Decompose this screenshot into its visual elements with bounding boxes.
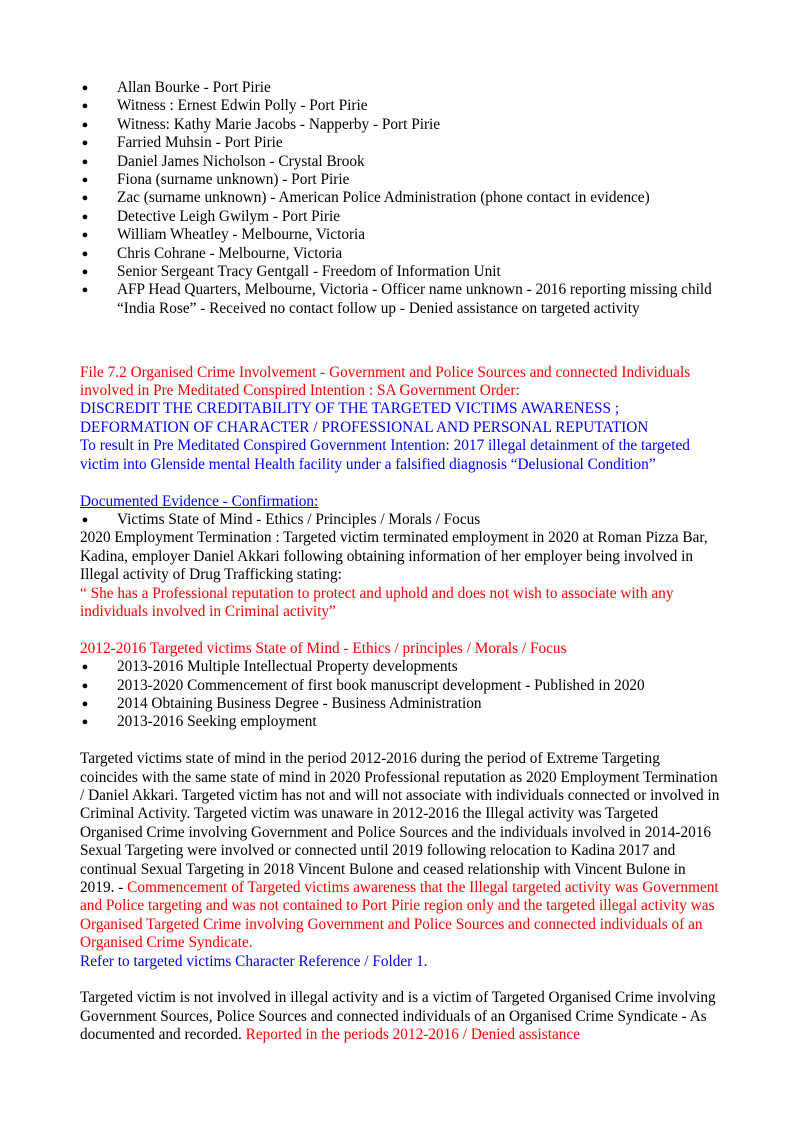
list-item: ● 2013-2016 Seeking employment <box>81 713 317 731</box>
bullet-icon: ● <box>81 82 89 94</box>
bullet-icon: ● <box>81 100 89 113</box>
state-of-mind-list <box>80 658 720 732</box>
bullet-icon: ● <box>81 697 89 710</box>
bullet-icon: ● <box>81 513 89 526</box>
body-paragraph: Targeted victim is not involved in illegal activity and is a victim of Targeted Organised Crime involving Government Sources, Police Sources and connected individuals of an Organised Crime Syndicate - As documented and recorded. Reported in the periods 2012-2016 / Denied assistance <box>80 989 716 1044</box>
list-item: ● 2014 Obtaining Business Degree - Business Administration <box>81 694 482 712</box>
bullet-icon: ● <box>81 174 89 187</box>
list-item: ● Detective Leigh Gwilym - Port Pirie <box>81 207 341 225</box>
list-item: ● William Wheatley - Melbourne, Victoria <box>81 226 366 244</box>
bullet-icon: ● <box>81 118 89 131</box>
evidence-list <box>80 511 720 529</box>
list-item: ● Witness : Ernest Edwin Polly - Port Pirie <box>81 97 368 115</box>
list-item: ● 2013-2016 Multiple Intellectual Property developments <box>81 658 458 676</box>
section-heading-caps: DISCREDIT THE CREDITABILITY OF THE TARGETED VICTIMS AWARENESS ; DEFORMATION OF CHARACTER / PROFESSIONAL AND PERSONAL REPUTATION <box>80 400 649 436</box>
list-item: ● Zac (surname unknown) - American Police Administration (phone contact in evidence) <box>81 189 650 207</box>
bullet-icon: ● <box>81 137 89 150</box>
bullet-icon: ● <box>81 192 89 205</box>
list-item: ● Farried Muhsin - Port Pirie <box>81 134 283 152</box>
bullet-icon: ● <box>81 155 89 168</box>
list-item: ● Victims State of Mind - Ethics / Principles / Morals / Focus <box>81 510 481 528</box>
bullet-icon: ● <box>81 266 89 279</box>
bullet-icon: ● <box>81 716 89 729</box>
evidence-paragraph: 2020 Employment Termination : Targeted victim terminated employment in 2020 at Roman Pizza Bar, Kadina, employer Daniel Akkari following obtaining information of her employer being involved in Illegal activity of Drug Trafficking stating: <box>80 529 708 584</box>
bullet-icon: ● <box>81 284 89 297</box>
list-item: ● Chris Cohrane - Melbourne, Victoria <box>81 244 343 262</box>
document-page <box>80 79 720 1045</box>
list-item: ● AFP Head Quarters, Melbourne, Victoria - Officer name unknown - 2016 reporting missing child “India Rose” - Received no contact follow up - Denied assistance on targeted activity <box>81 281 712 317</box>
state-of-mind-heading: 2012-2016 Targeted victims State of Mind - Ethics / principles / Morals / Focus <box>80 639 567 657</box>
list-item: ● Daniel James Nicholson - Crystal Brook <box>81 152 365 170</box>
evidence-title: Documented Evidence - Confirmation: <box>80 492 319 510</box>
list-item: ● 2013-2020 Commencement of first book manuscript development - Published in 2020 <box>81 676 645 694</box>
evidence-quote: “ She has a Professional reputation to protect and uphold and does not wish to associate with any individuals involved in Criminal activity” <box>80 584 674 620</box>
bullet-icon: ● <box>81 229 89 242</box>
bullet-icon: ● <box>81 210 89 223</box>
list-item: ● Witness: Kathy Marie Jacobs - Napperby - Port Pirie <box>81 115 441 133</box>
list-item: ● Senior Sergeant Tracy Gentgall - Freedom of Information Unit <box>81 263 501 281</box>
list-item: ● Fiona (surname unknown) - Port Pirie <box>81 171 350 189</box>
people-list <box>80 79 720 318</box>
body-paragraph: Targeted victims state of mind in the period 2012-2016 during the period of Extreme Targeting coincides with the same state of mind in 2020 Professional reputation as 2020 Employment Termination / Daniel Akkari. Targeted victim has not and will not associate with individuals connected or involved in Criminal Activity. Targeted victim was unaware in 2012-2016 the Illegal activity was Targeted Organised Crime involving Government and Police Sources and the individuals involved in 2014-2016 Sexual Targeting were involved or connected until 2019 following relocation to Kadina 2017 and continual Sexual Targeting in 2018 Vincent Bulone and ceased relationship with Vincent Bulone in 2019. - Commencement of Targeted victims awareness that the Illegal targeted activity was Government and Police targeting and was not contained to Port Pirie region only and the targeted illegal activity was Organised Targeted Crime involving Government and Police Sources and connected individuals of an Organised Crime Syndicate. Refer to targeted victims Character Reference / Folder 1. <box>80 750 720 970</box>
bullet-icon: ● <box>81 679 89 692</box>
list-item: ● Allan Bourke - Port Pirie <box>81 79 271 96</box>
section-heading-red: File 7.2 Organised Crime Involvement - Government and Police Sources and connected Individuals involved in Pre Meditated Conspired Intention : SA Government Order: <box>80 363 691 400</box>
section-heading-result: To result in Pre Meditated Conspired Government Intention: 2017 illegal detainment of the targeted victim into Glenside mental Health facility under a falsified diagnosis “Delusional Condition” <box>80 437 690 473</box>
bullet-icon: ● <box>81 247 89 260</box>
bullet-icon: ● <box>81 661 89 674</box>
